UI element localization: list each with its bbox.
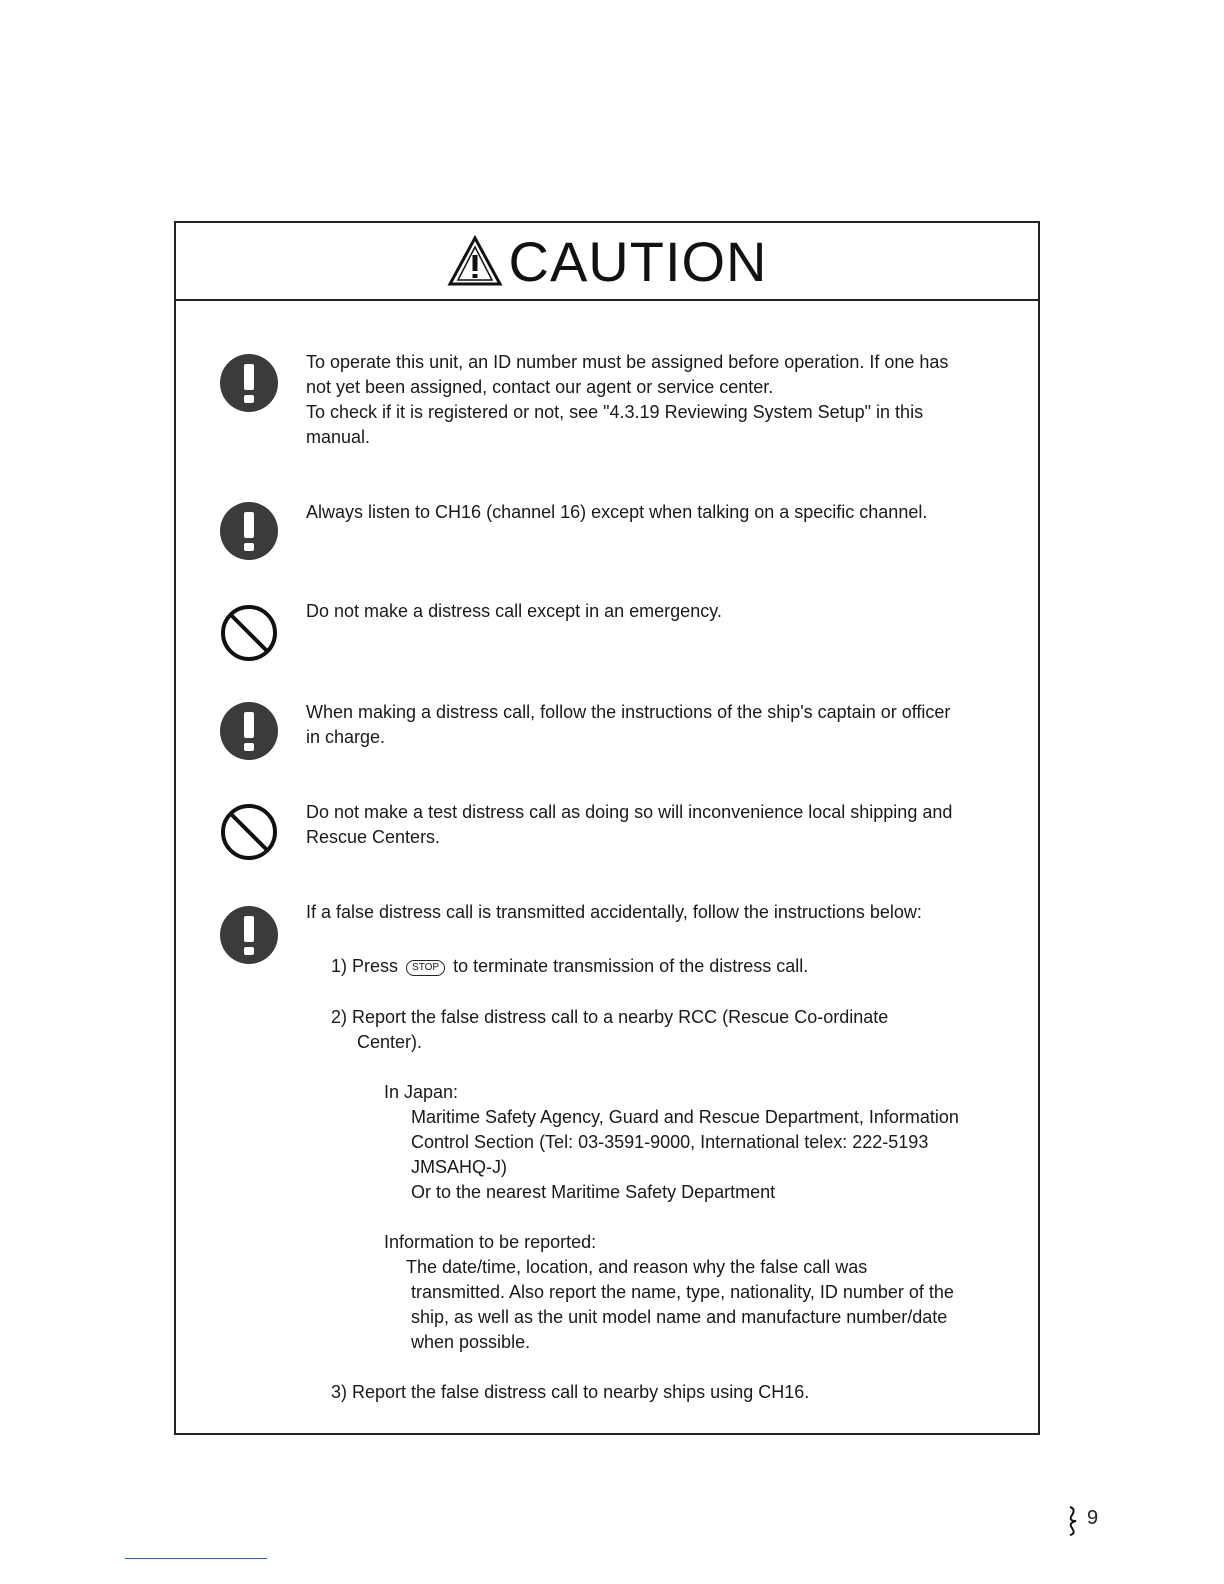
info-line: The date/time, location, and reason why the false call was xyxy=(406,1257,868,1277)
japan-line: Control Section (Tel: 03-3591-9000, International telex: 222-5193 xyxy=(411,1132,929,1152)
caution-item-no-test-call xyxy=(306,800,1022,850)
mandatory-exclamation-icon xyxy=(219,701,279,761)
text-line: Do not make a distress call except in an emergency. xyxy=(306,601,722,621)
mandatory-exclamation-icon xyxy=(219,353,279,413)
japan-line: Maritime Safety Agency, Guard and Rescue Department, Information xyxy=(411,1107,959,1127)
text-line: When making a distress call, follow the instructions of the ship's captain or officer xyxy=(306,702,951,722)
mandatory-exclamation-icon xyxy=(219,501,279,561)
caution-item-id-number xyxy=(306,350,1022,450)
warning-triangle-icon xyxy=(447,235,503,287)
step-2-line-2: Center). xyxy=(357,1032,423,1052)
mandatory-exclamation-icon xyxy=(219,905,279,965)
step-1-prefix: 1) Press xyxy=(331,956,399,976)
info-line: when possible. xyxy=(411,1332,531,1352)
japan-label: In Japan: xyxy=(384,1082,459,1102)
page-brace-icon xyxy=(1066,1505,1080,1542)
caution-item-no-distress xyxy=(306,599,1022,624)
footer-rule xyxy=(125,1558,267,1559)
step-2-line-1: 2) Report the false distress call to a nearby RCC (Rescue Co-ordinate xyxy=(331,1007,889,1027)
text-line: To check if it is registered or not, see "4.3.19 Reviewing System Setup" in this xyxy=(306,402,924,422)
text-line: not yet been assigned, contact our agent or service center. xyxy=(306,377,774,397)
japan-line: JMSAHQ-J) xyxy=(411,1157,507,1177)
caution-item-false-call xyxy=(306,900,1022,925)
caution-item-follow-captain xyxy=(306,700,1022,750)
text-line: Do not make a test distress call as doing so will inconvenience local shipping and xyxy=(306,802,953,822)
page-number: 9 xyxy=(1087,1507,1099,1529)
text-line: To operate this unit, an ID number must be assigned before operation. If one has xyxy=(306,352,949,372)
info-line: ship, as well as the unit model name and manufacture number/date xyxy=(411,1307,948,1327)
caution-title-wrap xyxy=(447,229,768,294)
info-line: transmitted. Also report the name, type, nationality, ID number of the xyxy=(411,1282,954,1302)
stop-key-icon: STOP xyxy=(406,960,445,976)
prohibition-icon xyxy=(219,802,279,862)
text-line: Always listen to CH16 (channel 16) except when talking on a specific channel. xyxy=(306,502,928,522)
step-3: 3) Report the false distress call to nearby ships using CH16. xyxy=(331,1382,810,1402)
text-line: If a false distress call is transmitted accidentally, follow the instructions below: xyxy=(306,902,922,922)
text-line: in charge. xyxy=(306,727,386,747)
step-1 xyxy=(331,954,808,979)
text-line: manual. xyxy=(306,427,371,447)
caution-title: CAUTION xyxy=(508,229,768,293)
japan-line: Or to the nearest Maritime Safety Department xyxy=(411,1182,776,1202)
text-line: Rescue Centers. xyxy=(306,827,441,847)
info-label: Information to be reported: xyxy=(384,1232,597,1252)
caution-header xyxy=(176,223,1038,301)
prohibition-icon xyxy=(219,603,279,663)
step-1-suffix: to terminate transmission of the distress call. xyxy=(453,956,809,976)
caution-item-listen-ch16 xyxy=(306,500,1022,525)
